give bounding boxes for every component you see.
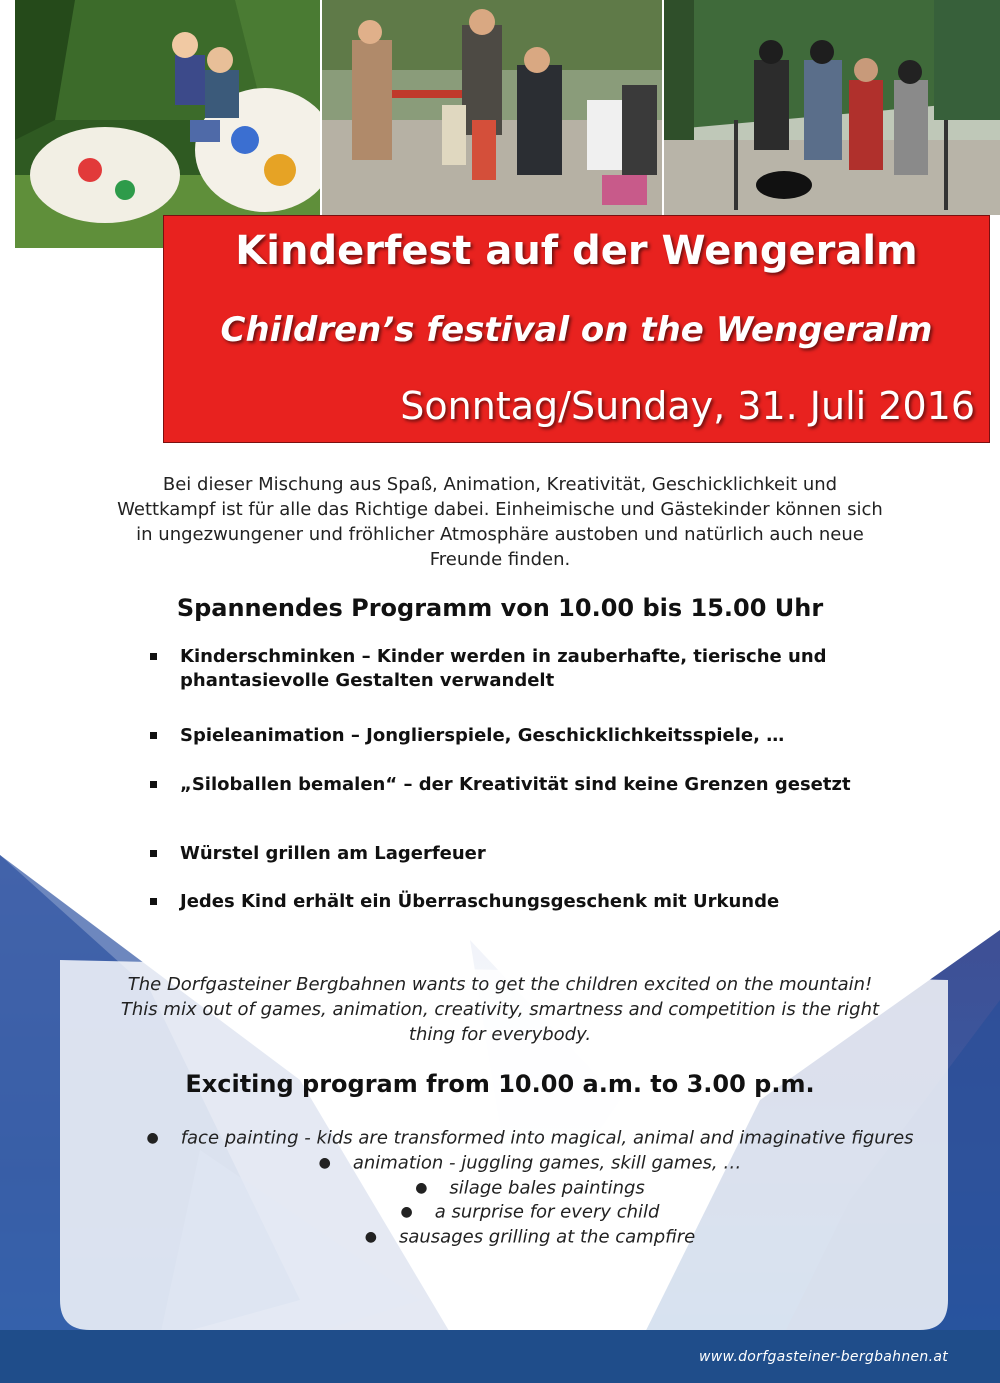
- square-bullet-icon: [150, 653, 157, 660]
- program-heading-german: Spannendes Programm von 10.00 bis 15.00 Uhr: [176, 594, 824, 622]
- event-title-german: Kinderfest auf der Wengeralm: [235, 228, 918, 274]
- intro-paragraph-english: The Dorfgasteiner Bergbahnen wants to get the children excited on the mountain! This mix out of games, animation, creativity, smartness and competition is the right thing for everybody.: [120, 974, 880, 1045]
- photo-kids-on-bale: [15, 0, 320, 248]
- round-bullet-icon: ●: [318, 1154, 331, 1171]
- round-bullet-icon: ●: [146, 1130, 159, 1146]
- round-bullet-icon: ●: [364, 1229, 377, 1245]
- square-bullet-icon: [150, 781, 157, 788]
- event-title-english: Children’s festival on the Wengeralm: [220, 310, 933, 350]
- program-list-english: [130, 1126, 930, 1250]
- list-item: ● silage bales paintings: [415, 1176, 645, 1198]
- round-bullet-icon: ●: [415, 1179, 428, 1196]
- intro-paragraph-german: Bei dieser Mischung aus Spaß, Animation, Kreativität, Geschicklichkeit und Wettkampf ist für alle das Richtige dabei. Einheimische und Gästekinder können sich in ungezwungener und fröhlicher Atmosphäre austoben und natürlich auch neue Freunde finden.: [117, 474, 883, 570]
- photo-families-outdoor: [322, 0, 662, 215]
- list-item: ● face painting - kids are transformed into magical, animal and imaginative figures: [146, 1127, 914, 1149]
- list-item: ● animation - juggling games, skill games, …: [318, 1152, 742, 1173]
- event-date: Sonntag/Sunday, 31. Juli 2016: [400, 384, 975, 428]
- footer-website-link[interactable]: www.dorfgasteiner-bergbahnen.at: [699, 1349, 948, 1365]
- list-item: ● sausages grilling at the campfire: [364, 1226, 696, 1248]
- round-bullet-icon: ●: [400, 1204, 413, 1221]
- list-item: ● a surprise for every child: [400, 1201, 660, 1223]
- square-bullet-icon: [150, 898, 157, 905]
- program-heading-english: Exciting program from 10.00 a.m. to 3.00 p.m.: [185, 1070, 815, 1098]
- square-bullet-icon: [150, 850, 157, 857]
- square-bullet-icon: [150, 732, 157, 739]
- title-banner: [163, 215, 990, 443]
- photo-scooter-group: [664, 0, 1000, 215]
